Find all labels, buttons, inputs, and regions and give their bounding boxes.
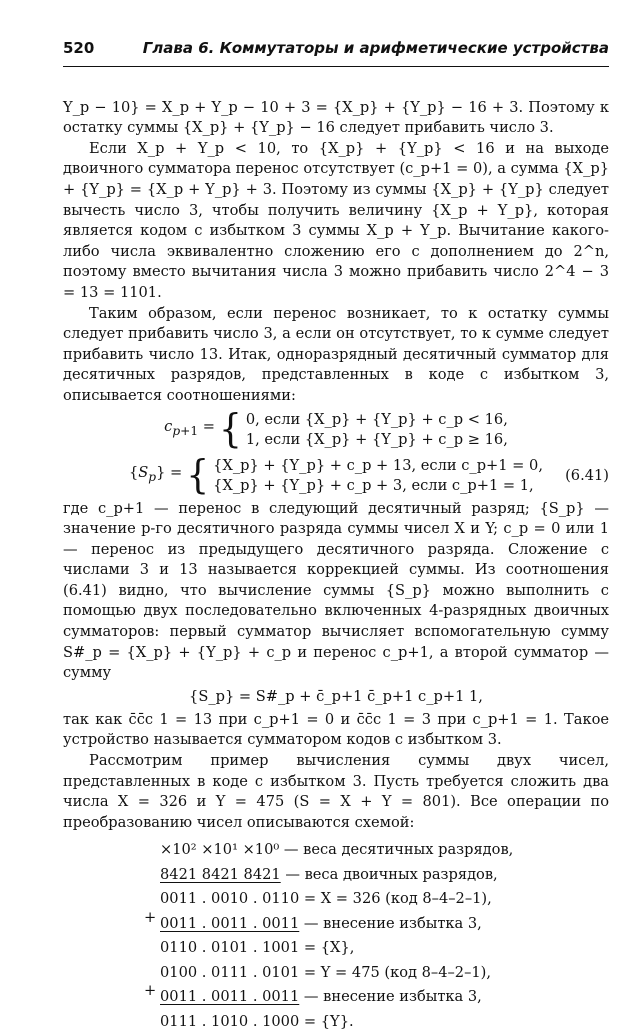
corrected-sum-equation: {S_p} = S#_p + c̄_p+1 c̄_p+1 c_p+1 1, — [189, 687, 483, 705]
carry-case-2: 1, если {X_p} + {Y_p} + c_p ≥ 16, — [245, 430, 508, 448]
paragraph-4: где c_p+1 — перенос в следующий десятичный разряд; {S_p} — значение p-го десятичного разряда суммы чисел X и Y; c_p = 0 или 1 — перенос из предыдущего десятичного разряда. Сложение с числами 3 и 13 называется коррекцией суммы. Из соотношения (6.41) видно, что вычисление суммы {S_p} можно выполнить с помощью двух последовательно включенных 4-разрядных двоичных сумматоров: первый сумматор вычисляет вспомогательную сумму S#_p = {X_p} + {Y_p} + c_p и перенос c_p+1, а второй сумматор — сумму — [63, 499, 609, 682]
paragraph-5: так как c̄c̄c 1 = 13 при c_p+1 = 0 и c̄c̄c 1 = 3 при c_p+1 = 1. Такое устройство называется сумматором кодов с избытком 3. — [63, 710, 609, 749]
conversion-scheme — [144, 838, 609, 1034]
carry-cases — [246, 410, 508, 450]
scheme-line — [160, 961, 609, 986]
page-number: 520 — [63, 39, 95, 57]
scheme-line — [160, 1010, 609, 1034]
scheme-line — [144, 908, 609, 937]
scheme-digits: 8421 8421 8421 — [160, 865, 281, 883]
sum-equation: $\{S_p\}$ = { {X_p} + {Y_p} + c_p + 13, если c_p+1 = 0, {X_p} + {Y_p} + c_p + 3, если c_p+1 = 1, (6.41) — [129, 452, 609, 498]
scheme-note: = X = 326 (код 8–4–2–1), — [303, 890, 492, 908]
scheme-line — [144, 982, 609, 1010]
paragraph-2: Если X_p + Y_p < 10, то {X_p} + {Y_p} < 16 и на выходе двоичного сумматора перенос отсутствует (c_p+1 = 0), а сумма {X_p} + {Y_p} = {X_p + Y_p} + 3. Поэтому из суммы {X_p} + {Y_p} следует вычесть число 3, чтобы получить величину {X_p + Y_p}, которая является кодом с избытком 3 суммы X_p + Y_p. Вычитание какого-либо числа эквивалентно сложению его с дополнением до 2^n, поэтому вместо вычитания числа 3 можно прибавить число 2^4 − 3 = 13 = 1101. — [63, 139, 609, 301]
scheme-digits: 0011 . 0011 . 0011 — [160, 988, 300, 1006]
scheme-line — [160, 838, 609, 863]
carry-equation: $c_{p+1}$ = { 0, если {X_p} + {Y_p} + c_p < 16, 1, если {X_p} + {Y_p} + c_p ≥ 16, — [164, 406, 508, 452]
running-header — [63, 38, 609, 59]
equation-number: (6.41) — [565, 466, 609, 484]
paragraph-1: Y_p − 10} = X_p + Y_p − 10 + 3 = {X_p} + {Y_p} − 16 + 3. Поэтому к остатку суммы {X_p} + {Y_p} − 16 следует прибавить число 3. — [63, 98, 609, 137]
header-rule — [63, 66, 609, 67]
page-body — [63, 98, 609, 1034]
scheme-note: — веса десятичных разрядов, — [283, 841, 514, 859]
scheme-digits: 0110 . 0101 . 1001 — [160, 939, 300, 957]
scheme-note: = {X}, — [303, 939, 355, 957]
scheme-note: — веса двоичных разрядов, — [285, 865, 498, 883]
carry-case-1: 0, если {X_p} + {Y_p} + c_p < 16, — [245, 410, 508, 428]
sum-cases — [213, 456, 543, 496]
sum-case-2: {X_p} + {Y_p} + c_p + 3, если c_p+1 = 1, — [213, 476, 534, 494]
chapter-title: Глава 6. Коммутаторы и арифметические устройства — [142, 39, 609, 57]
scheme-note: — внесение избытка 3, — [303, 988, 482, 1006]
scheme-digits: ×10² ×10¹ ×10⁰ — [160, 841, 280, 859]
paragraph-6: Рассмотрим пример вычисления суммы двух чисел, представленных в коде с избытком 3. Пусть требуется сложить два числа X = 326 и Y = 475 (S = X + Y = 801). Все операции по преобразованию чисел описываются схемой: — [63, 752, 609, 831]
scheme-digits: 0011 . 0010 . 0110 — [160, 890, 300, 908]
left-brace-icon: { — [218, 406, 242, 452]
plus-icon: + — [144, 982, 157, 1000]
scheme-line — [160, 887, 609, 912]
paragraph-3: Таким образом, если перенос возникает, то к остатку суммы следует прибавить число 3, а если он отсутствует, то к сумме следует прибавить число 13. Итак, одноразрядный десятичный сумматор для десятичных разрядов, представленных в коде с избытком 3, описывается соотношениями: — [63, 304, 609, 404]
scheme-digits: 0011 . 0011 . 0011 — [160, 914, 300, 932]
scheme-note: = {Y}. — [303, 1012, 354, 1030]
sum-case-1: {X_p} + {Y_p} + c_p + 13, если c_p+1 = 0, — [213, 456, 543, 474]
scheme-line — [160, 936, 609, 961]
scheme-note: = Y = 475 (код 8–4–2–1), — [303, 963, 491, 981]
scheme-line — [160, 863, 609, 888]
plus-icon: + — [144, 908, 157, 926]
scheme-digits: 0100 . 0111 . 0101 — [160, 963, 300, 981]
left-brace-icon: { — [186, 452, 210, 498]
scheme-digits: 0111 . 1010 . 1000 — [160, 1012, 300, 1030]
scheme-note: — внесение избытка 3, — [303, 914, 482, 932]
